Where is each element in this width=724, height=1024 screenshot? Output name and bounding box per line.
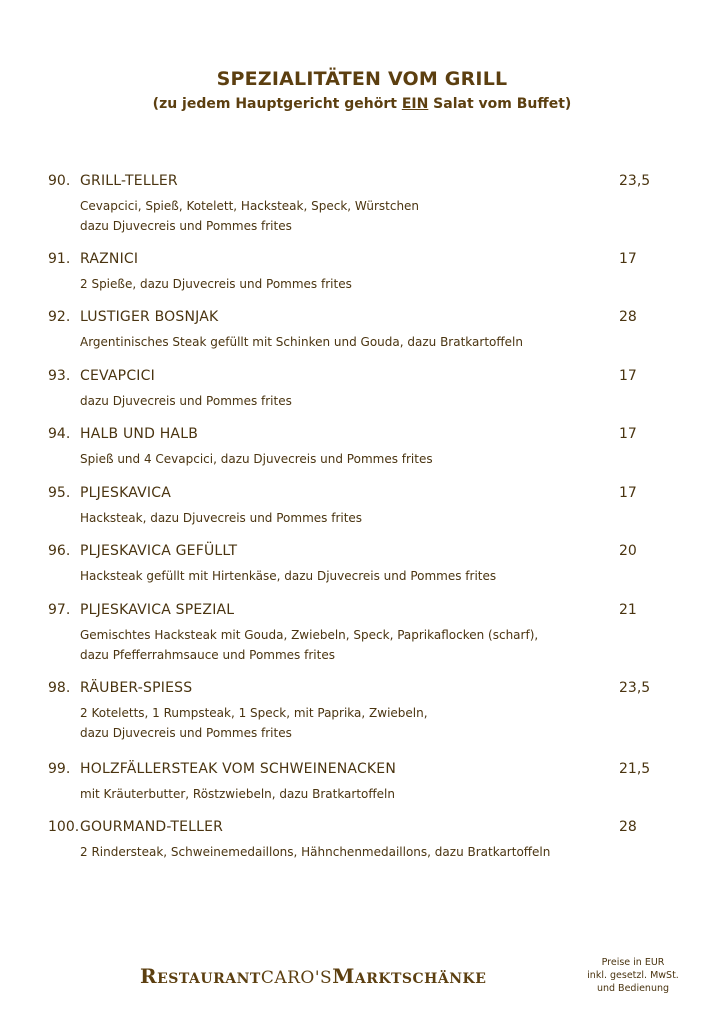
menu-item [48, 309, 668, 368]
item-number: 90. [48, 173, 71, 189]
page-subtitle [0, 96, 724, 112]
item-description: 2 Koteletts, 1 Rumpsteak, 1 Speck, mit Paprika, Zwiebeln, dazu Djuvecreis und Pommes frites [80, 706, 428, 740]
item-price: 28 [619, 819, 637, 835]
price-note [578, 956, 688, 995]
menu-item [48, 761, 668, 819]
item-description: Argentinisches Steak gefüllt mit Schinken und Gouda, dazu Bratkartoffeln [80, 335, 523, 349]
menu-list [48, 173, 668, 869]
menu-item [48, 173, 668, 251]
item-price: 23,5 [619, 680, 651, 696]
menu-item [48, 543, 668, 602]
item-name: CEVAPCICI [80, 368, 155, 384]
item-price: 21,5 [619, 761, 651, 777]
item-name: PLJESKAVICA GEFÜLLT [80, 543, 238, 559]
item-description: 2 Spieße, dazu Djuvecreis und Pommes frites [80, 277, 352, 291]
item-price: 17 [619, 251, 637, 267]
item-description: Hacksteak, dazu Djuvecreis und Pommes frites [80, 511, 363, 525]
item-number: 98. [48, 680, 71, 696]
item-description: Gemischtes Hacksteak mit Gouda, Zwiebeln, Speck, Paprikaflocken (scharf), dazu Pfefferrahmsauce und Pommes frites [80, 628, 539, 662]
logo-word-caros: CARO'S [260, 968, 333, 988]
price-note-line: inkl. gesetzl. MwSt. [587, 970, 679, 981]
item-name: RAZNICI [80, 251, 139, 267]
item-price: 17 [619, 485, 637, 501]
item-price: 17 [619, 368, 637, 384]
item-price: 23,5 [619, 173, 651, 189]
price-note-line: Preise in EUR [601, 957, 665, 968]
item-price: 28 [619, 309, 637, 325]
item-name: PLJESKAVICA [80, 485, 171, 501]
item-number: 97. [48, 602, 71, 618]
restaurant-logo [140, 964, 550, 988]
item-number: 95. [48, 485, 71, 501]
item-name: GRILL-TELLER [80, 173, 178, 189]
logo-word-restaurant: Restaurant [140, 964, 261, 988]
subtitle-text-before: (zu jedem Hauptgericht gehört [152, 96, 402, 112]
menu-item [48, 485, 668, 543]
page-title: SPEZIALITÄTEN VOM GRILL [216, 68, 508, 90]
item-number: 100. [48, 819, 80, 835]
item-number: 94. [48, 426, 71, 442]
menu-item [48, 680, 668, 761]
item-name: GOURMAND-TELLER [80, 819, 224, 835]
menu-item [48, 819, 668, 869]
menu-header [0, 68, 724, 112]
item-number: 96. [48, 543, 71, 559]
item-name: PLJESKAVICA SPEZIAL [80, 602, 235, 618]
price-note-line: und Bedienung [596, 983, 670, 994]
item-description: Cevapcici, Spieß, Kotelett, Hacksteak, Speck, Würstchen dazu Djuvecreis und Pommes frites [80, 199, 420, 233]
menu-item [48, 368, 668, 426]
item-description: mit Kräuterbutter, Röstzwiebeln, dazu Bratkartoffeln [80, 787, 395, 801]
menu-item [48, 602, 668, 680]
item-description: Hacksteak gefüllt mit Hirtenkäse, dazu Djuvecreis und Pommes frites [80, 569, 497, 583]
subtitle-emphasis: EIN [401, 96, 429, 112]
item-price: 20 [619, 543, 637, 559]
logo-word-marktschaenke: Marktschänke [332, 964, 487, 988]
menu-item [48, 426, 668, 485]
item-description: 2 Rindersteak, Schweinemedaillons, Hähnchenmedaillons, dazu Bratkartoffeln [80, 845, 551, 859]
item-description: dazu Djuvecreis und Pommes frites [80, 394, 292, 408]
item-name: LUSTIGER BOSNJAK [80, 309, 219, 325]
item-name: HOLZFÄLLERSTEAK VOM SCHWEINENACKEN [80, 761, 397, 777]
item-number: 99. [48, 761, 71, 777]
item-name: RÄUBER-SPIESS [80, 680, 193, 696]
item-number: 91. [48, 251, 71, 267]
menu-item [48, 251, 668, 309]
item-description: Spieß und 4 Cevapcici, dazu Djuvecreis und Pommes frites [80, 452, 433, 466]
item-price: 17 [619, 426, 637, 442]
subtitle-text-after: Salat vom Buffet) [428, 96, 572, 112]
item-name: HALB UND HALB [80, 426, 199, 442]
item-price: 21 [619, 602, 637, 618]
item-number: 93. [48, 368, 71, 384]
item-number: 92. [48, 309, 71, 325]
